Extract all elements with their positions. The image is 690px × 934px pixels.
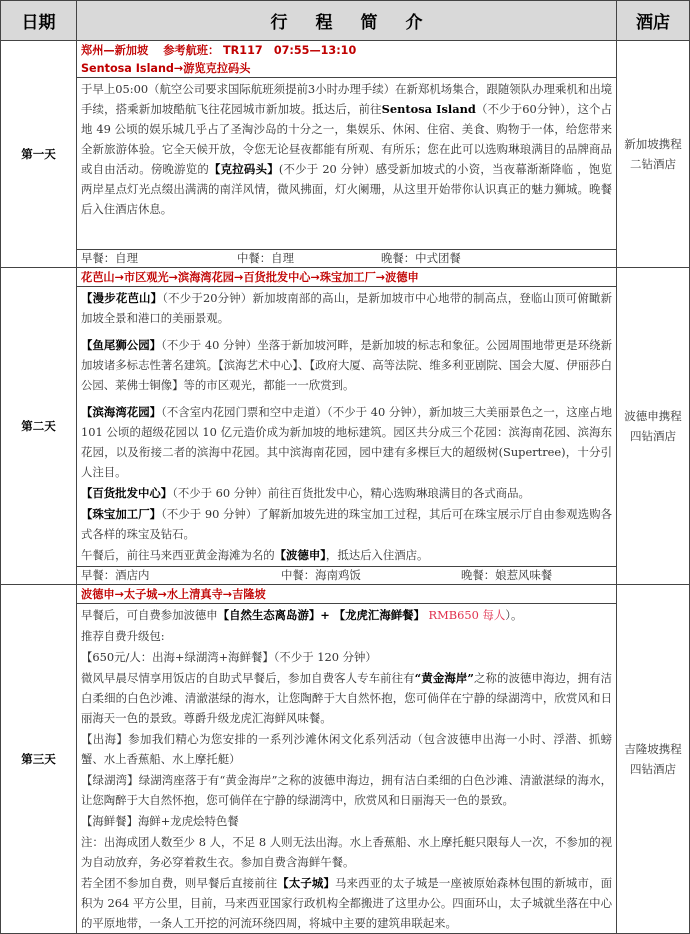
spot-paragraph: 【百货批发中心】（不少于 60 分钟）前往百货批发中心，精心选购琳琅满目的各式商品。 (81, 486, 530, 500)
header-hotel: 酒店 (617, 1, 690, 41)
day-description: 于早上05:00（航空公司要求国际航班须提前3小时办理手续）在新郑机场集合，跟随领队办理乘机和出境手续，搭乘新加坡酷航飞往花园城市新加坡。抵达后，前往Sentosa Island（不少于60分钟），这个占地 49 公顷的娱乐城几乎占了圣淘沙岛的十分之一，集娱乐、休闲、住宿、美食、购物于一体，给您带来全新旅游体验。它全天候开放，令您无论昼夜都能有所观、有所乐；您在此可以选购琳琅满目的品牌商品或自由活动。傍晚游览的【克拉码头】(不少于 20 分钟）感受新加坡式的小资，当夜幕渐渐降临 ，饱览两岸星点灯光点缀出满满的南洋风情，微风拂面，灯火阑珊，从这里开始带你认识真正的魅力狮城。晚餐后入住酒店休息。 (81, 82, 612, 216)
spot-paragraph: 【漫步花芭山】（不少于20分钟）新加坡南部的高山，是新加坡市中心地带的制高点，登临山顶可俯瞰新加坡全景和港口的美丽景观。 (81, 291, 612, 325)
text-line: 【海鲜餐】海鲜+龙虎烩特色餐 (81, 814, 239, 828)
meals-row (77, 566, 616, 584)
text-line: 微风早晨尽情享用饭店的自助式早餐后，参加自费客人专车前往有“黄金海岸”之称的波德申海边，拥有洁白柔细的白色沙滩、清澈湛绿的海水，让您陶醉于大自然怀抱，您可倘佯在宁静的绿湖湾中，欣赏风和日丽海天一色的景致。尊爵升级龙虎汇海鲜风味餐。 (81, 671, 612, 725)
spot-paragraph: 【珠宝加工厂】（不少于 90 分钟）了解新加坡先进的珠宝加工过程，其后可在珠宝展示厅自由参观选购各式各样的珠宝及钻石。 (81, 507, 612, 541)
day-content (77, 41, 617, 268)
header-day: 日期 (1, 1, 77, 41)
table-row-day2 (1, 268, 690, 585)
header-itinerary: 行程简介 (77, 1, 617, 41)
meal-dinner: 晚餐：娘惹风味餐 (461, 568, 553, 582)
route-flight: 郑州—新加坡 参考航班： TR117 07:55—13:10 (81, 44, 357, 57)
day-content (77, 268, 617, 585)
table-row-day3 (1, 585, 690, 934)
text-line: 早餐后，可自费参加波德申【自然生态离岛游】+ 【龙虎汇海鲜餐】 RMB650 每人）。 (81, 608, 523, 622)
day-label: 第一天 (1, 41, 77, 268)
route-line: 花芭山→市区观光→滨海湾花园→百货批发中心→珠宝加工厂→波德申 (77, 268, 616, 287)
meals-row (77, 249, 616, 267)
price-text: RMB650 每人 (424, 608, 506, 622)
text-line: 若全团不参加自费，则早餐后直接前往【太子城】马来西亚的太子城是一座被原始森林包围的新城市，面积为 264 平方公里，目前，马来西亚国家行政机构全都搬进了这里办公。四面环山，太子城就坐落在中心的平原地带，一条人工开挖的河流环绕四周，将城中主要的建筑串联起来。 (81, 876, 612, 930)
table-row-day1 (1, 41, 690, 268)
text-line: 注：出海成团人数至少 8 人，不足 8 人则无法出海。水上香蕉船、水上摩托艇只限每人一次，不参加的视为自动放弃，务必穿着救生衣。参加自费含海鲜午餐。 (81, 835, 612, 869)
spot-paragraph: 午餐后，前往马来西亚黄金海滩为名的【波德申】，抵达后入住酒店。 (81, 548, 429, 562)
hotel-cell: 吉隆坡携程四钻酒店 (617, 585, 690, 934)
meal-breakfast: 早餐：酒店内 (81, 568, 150, 582)
meal-breakfast: 早餐：自理 (81, 251, 138, 265)
hotel-cell: 新加坡携程二钻酒店 (617, 41, 690, 268)
text-line: 推荐自费升级包: (81, 629, 165, 643)
hotel-cell: 波德申携程四钻酒店 (617, 268, 690, 585)
spot-paragraph: 【鱼尾狮公园】（不少于 40 分钟）坐落于新加坡河畔，是新加坡的标志和象征。公园周围地带更是环绕新加坡诸多标志性著名建筑。【滨海艺术中心】、【政府大厦、高等法院、维多利亚剧院、国会大厦、伊丽莎白公园、莱佛士铜像】等的市区观光，都能一一欣赏到。 (81, 338, 612, 392)
route-line: Sentosa Island→游览克拉码头 (77, 59, 616, 78)
spot-paragraph: 【滨海湾花园】（不含室内花园门票和空中走道）（不少于 40 分钟），新加坡三大美丽景色之一，这座占地 101 公顷的超级花园以 10 亿元造价成为新加坡的地标建筑。园区共分成三个花园：滨海南花园、滨海东花园，以及衔接二者的滨海中花园。其中滨海南花园，园中建有多棵巨大的超级树(Supertree)，十分引人注目。 (81, 405, 612, 479)
day-label: 第三天 (1, 585, 77, 934)
meal-dinner: 晚餐：中式团餐 (381, 251, 461, 265)
text-line: 【绿湖湾】绿湖湾座落于有“黄金海岸”之称的波德申海边，拥有洁白柔细的白色沙滩、清澈湛绿的海水，让您陶醉于大自然怀抱，您可倘佯在宁静的绿湖湾中，欣赏风和日丽海天一色的景致。 (81, 773, 612, 807)
day-label: 第二天 (1, 268, 77, 585)
meal-lunch: 中餐：海南鸡饭 (281, 568, 361, 582)
text-line: 【650元/人：出海+绿湖湾+海鲜餐】（不少于 120 分钟） (81, 650, 377, 664)
route-line: 波德申→太子城→水上清真寺→吉隆坡 (77, 585, 616, 604)
meal-lunch: 中餐：自理 (237, 251, 294, 265)
table-header-row (1, 1, 690, 41)
day-content (77, 585, 617, 934)
text-line: 【出海】参加我们精心为您安排的一系列沙滩休闲文化系列活动（包含波德申出海一小时、浮潜、抓螃蟹、水上香蕉船、水上摩托艇） (81, 732, 612, 766)
